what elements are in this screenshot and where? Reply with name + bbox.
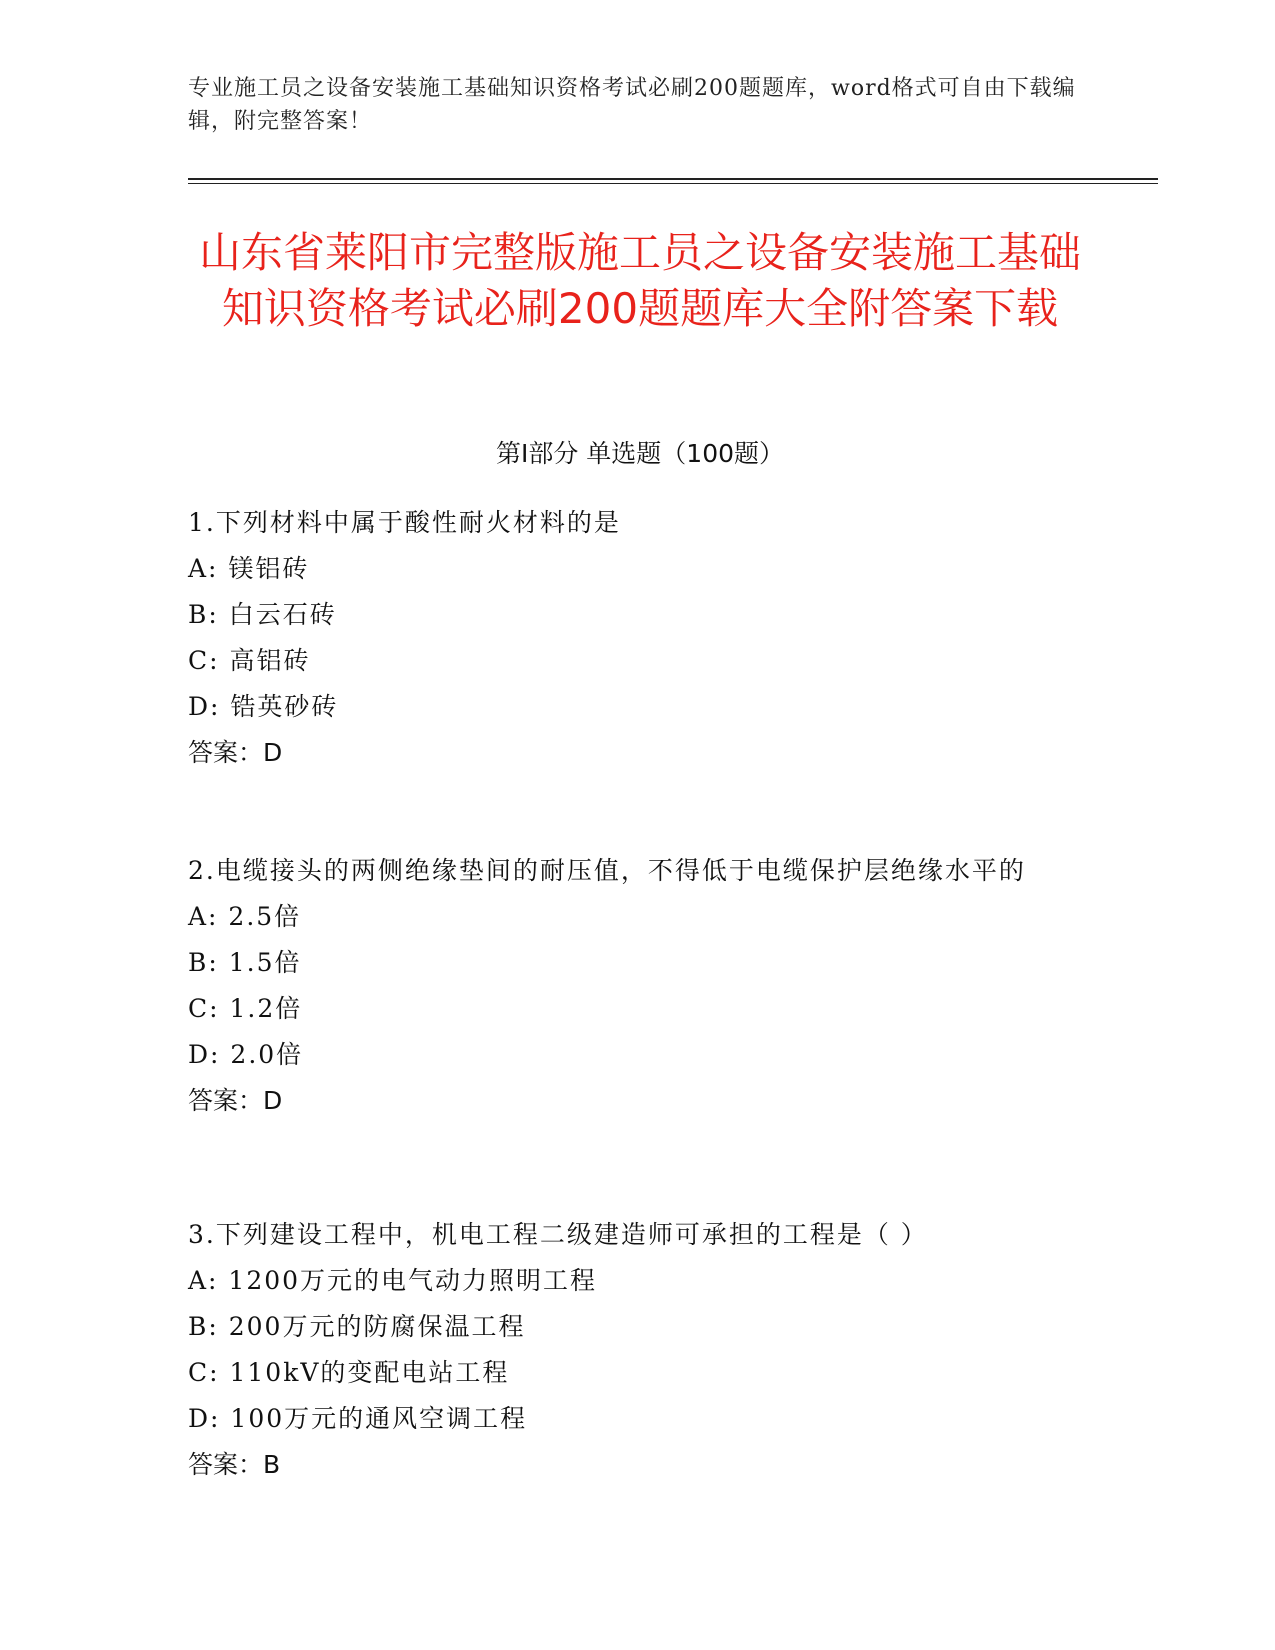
- header-divider-thin: [188, 183, 1158, 184]
- option-a: A: 1200万元的电气动力照明工程: [188, 1266, 598, 1295]
- option-b: B: 1.5倍: [188, 948, 302, 977]
- option-d: D: 2.0倍: [188, 1040, 304, 1069]
- answer: 答案：D: [188, 738, 283, 767]
- option-b: B: 200万元的防腐保温工程: [188, 1312, 526, 1341]
- option-a: A: 2.5倍: [188, 902, 302, 931]
- header-divider-thick: [188, 178, 1158, 180]
- option-c: C: 高铝砖: [188, 646, 311, 675]
- document-title: 山东省莱阳市完整版施工员之设备安装施工基础知识资格考试必刷200题题库大全附答案下载: [198, 228, 1081, 333]
- answer: 答案：D: [188, 1086, 283, 1115]
- question-stem: 1.下列材料中属于酸性耐火材料的是: [188, 508, 621, 537]
- question-3: [188, 1212, 1068, 1488]
- question-1: [188, 500, 1068, 776]
- option-b: B: 白云石砖: [188, 600, 337, 629]
- question-stem: 3.下列建设工程中，机电工程二级建造师可承担的工程是（ ）: [188, 1220, 928, 1249]
- option-d: D: 100万元的通风空调工程: [188, 1404, 528, 1433]
- option-c: C: 1.2倍: [188, 994, 303, 1023]
- option-c: C: 110kV的变配电站工程: [188, 1358, 510, 1387]
- question-2: [188, 848, 1068, 1124]
- option-a: A: 镁铝砖: [188, 554, 310, 583]
- question-stem: 2.电缆接头的两侧绝缘垫间的耐压值，不得低于电缆保护层绝缘水平的: [188, 856, 1026, 885]
- header-note: 专业施工员之设备安装施工基础知识资格考试必刷200题题库，word格式可自由下载编辑，附完整答案！: [188, 76, 1076, 134]
- option-d: D: 锆英砂砖: [188, 692, 339, 721]
- answer: 答案：B: [188, 1450, 281, 1479]
- section-heading: 第Ⅰ部分 单选题（100题）: [495, 439, 785, 468]
